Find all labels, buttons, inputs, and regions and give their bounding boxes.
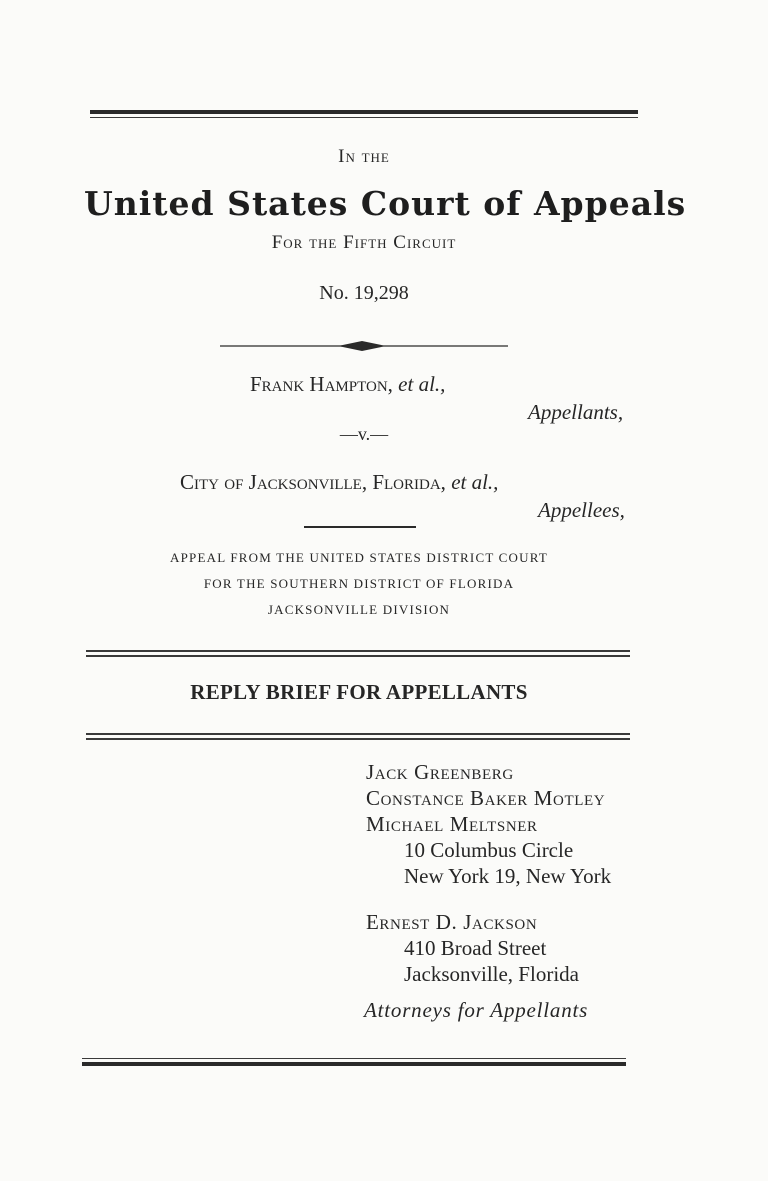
in-the-label: In the xyxy=(338,146,390,167)
title-rule-bottom-1 xyxy=(86,733,630,735)
attorney-name-1: Jack Greenberg xyxy=(366,760,514,784)
bottom-rule-thin xyxy=(82,1058,626,1059)
bottom-rule xyxy=(82,1062,626,1066)
address-2-line-2: Jacksonville, Florida xyxy=(404,962,579,986)
address-1-line-2: New York 19, New York xyxy=(404,864,612,888)
top-rule xyxy=(90,110,638,114)
appeal-line-2: FOR THE SOUTHERN DISTRICT OF FLORIDA xyxy=(203,576,515,591)
attorneys-role: Attorneys for Appellants xyxy=(364,998,589,1022)
attorney-name-4: Ernest D. Jackson xyxy=(366,910,538,934)
address-2-line-1: 410 Broad Street xyxy=(404,936,547,960)
versus: —v.— xyxy=(339,424,389,444)
attorney-name-3: Michael Meltsner xyxy=(366,812,538,836)
title-rule-bottom-2 xyxy=(86,738,630,740)
title-rule-top-2 xyxy=(86,655,630,657)
brief-title: REPLY BRIEF FOR APPELLANTS xyxy=(190,680,528,704)
attorney-name-2: Constance Baker Motley xyxy=(366,786,606,810)
court-name: United States Court of Appeals xyxy=(84,184,687,223)
appellees-role: Appellees, xyxy=(538,498,625,522)
circuit-label: For the Fifth Circuit xyxy=(271,232,457,253)
title-rule-top-1 xyxy=(86,650,630,652)
address-1-line-1: 10 Columbus Circle xyxy=(404,838,574,862)
appellees-line xyxy=(180,470,498,495)
top-rule-thin xyxy=(90,117,638,118)
appeal-line-3: JACKSONVILLE DIVISION xyxy=(267,602,451,617)
appeal-line-1: APPEAL FROM THE UNITED STATES DISTRICT COURT xyxy=(170,550,548,565)
short-rule xyxy=(304,526,416,528)
case-number: No. 19,298 xyxy=(319,282,409,304)
appellants-etal: et al., xyxy=(398,372,446,396)
appellees-etal: et al., xyxy=(451,470,499,494)
ornamental-rule xyxy=(220,338,508,354)
appellants-name: Frank Hampton, xyxy=(250,372,393,396)
appellees-name: City of Jacksonville, Florida, xyxy=(180,470,446,494)
appellants-line xyxy=(250,372,445,397)
appellants-role: Appellants, xyxy=(528,400,624,424)
